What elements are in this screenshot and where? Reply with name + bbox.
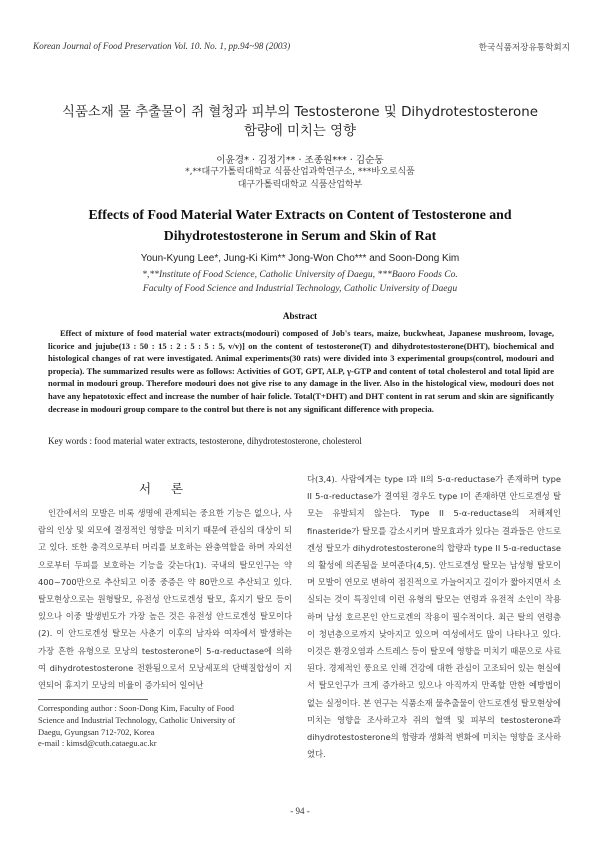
intro-left-column: 인간에서의 모발은 비록 생명에 관계되는 중요한 기능은 없으나, 사람의 인상 및 외모에 결정적인 영향을 미치기 때문에 관심의 대상이 되고 있다. 또한 충격으로부터 머리를 보호하는 완충역할을 하며 자외선으로부터 두피를 보호하는 기능을 갖는다(1). 국내의 탈모인구는 약 400~700만으로 추산되고 이중 중증은 약 80만으로 추산되고 있다. 탈모현상으로는 원형탈모, 유전성 안드로겐성 탈모, 휴지기 탈모 등이 있으나 이중 발생빈도가 가장 높은 것은 유전성 안드로겐성 탈모이다(2). 이 안드로겐성 탈모는 사춘기 이후의 남자와 여자에서 발생하는 가장 흔한 유형으로 모낭의 testosterone이 5-α-reductase에 의하여 dihydrotestosterone 전환됨으로서 모낭세포의 단백질합성이 지연되어 휴지기 모낭의 비율이 증가되어 일어난 — [38, 508, 292, 691]
english-affiliations — [0, 268, 600, 296]
page-number: - 94 - — [290, 806, 310, 816]
keywords-label: Key words : — [48, 436, 92, 446]
english-affiliation-line: Faculty of Food Science and Industrial Technology, Catholic University of Daegu — [142, 283, 458, 294]
english-authors: Youn-Kyung Lee*, Jung-Ki Kim** Jong-Won Cho*** and Soon-Dong Kim — [140, 253, 460, 264]
footnote-email: e-mail : kimsd@cuth.cataegu.ac.kr — [38, 738, 157, 749]
keywords-text: food material water extracts, testosterone, dihydrotestosterone, cholesterol — [94, 436, 362, 446]
abstract-body: Effect of mixture of food material water extracts(modouri) composed of Job's tears, maize, buckwheat, Japanese mushroom, lovage, licorice and jujube(13 : 50 : 15 : 2 : 5 : 5 : 5, v/v)] on the content of testosterone(T) and dihydrotestosterone(DHT), biochemical and histological changes of rat were investigated. Animal experiments(30 rats) were divided into 3 experimental groups(control, modouri and propecia). The summarized results were as follows: Activities of GOT, GPT, ALP, γ-GTP and content of total cholesterol and total lipid are normal in modouri group. Therefore modouri does not give rise to any damage in the liver. Also in the histological view, modouri does not have any hepatotoxic effect and increase the number of hair folicle. Total(T+DHT) and DHT content in rat serum and skin are significantly decrease in modouri group compare to the control but there is not any significant difference with propecia. — [48, 328, 554, 414]
korean-affiliations — [0, 166, 600, 192]
korean-affiliation-line: 대구가톨릭대학교 식품산업학부 — [237, 180, 363, 190]
footnote-line: Daegu, Gyungsan 712-702, Korea — [38, 726, 155, 737]
korean-authors: 이윤경* · 김정기** · 조종원*** · 김순동 — [216, 155, 384, 166]
corresponding-author-footnote — [38, 703, 292, 750]
section-heading-introduction: 서 론 — [138, 481, 192, 496]
footnote-line: Science and Industrial Technology, Catholic University of — [38, 714, 236, 725]
society-header: 한국식품저장유통학회지 — [478, 43, 570, 53]
korean-affiliation-line: *,**대구가톨릭대학교 식품산업과학연구소, ***바오로식품 — [185, 167, 415, 177]
keywords — [48, 436, 554, 446]
footnote-divider — [38, 699, 148, 700]
footnote-line: Corresponding author : Soon-Dong Kim, Faculty of Food — [38, 703, 234, 713]
journal-header: Korean Journal of Food Preservation Vol. 10. No. 1, pp.94~98 (2003) — [33, 41, 291, 51]
abstract-heading: Abstract — [282, 311, 318, 321]
intro-right-column: 다(3,4). 사람에게는 type I과 II의 5-α-reductase가 존재하며 type II 5-α-reductase가 결여된 경우도 type I이 존재하면 안드로겐성 탈모는 유발되지 않는다. Type II 5-α-reductase의 저해제인 finasteride가 탈모를 감소시키며 발모효과가 있다는 결과들은 안드로겐성 탈모가 dihydrotestosterone의 합량과 type II 5-α-reductase의 활성에 의존됨을 보여준다(4,5). 안드로겐성 탈모는 남성형 탈모이며 모발이 연모로 변하여 점진적으로 가늘어지고 길이가 짧아지면서 소실되는 것이 특징인데 이런 유형의 탈모는 연령과 유전적 소인이 작용하며 남성 호르몬인 안드로겐의 작용이 필수적이다. 최근 탈의 연령층이 청년층으로까지 낮아지고 있으며 여성에서도 많이 나타나고 있다. 이것은 환경오염과 스트레스 등이 탈모에 영향을 미치기 때문으로 사료된다. 경제적인 풍요로 인해 건강에 대한 관심이 고조되어 있는 현실에서 탈모인구가 크게 증가하고 있으나 아직까지 만족할 만한 예방법이 없는 실정이다. 본 연구는 식품소재 물추출물이 안드로겐성 탈모현상에 미치는 영향을 조사하고자 쥐의 혈액 및 피부의 testosterone과 dihydrotestosterone의 함량과 생화적 변화에 미치는 영향을 조사하였다. — [307, 474, 561, 760]
english-title: Effects of Food Material Water Extracts on Content of Testosterone and Dihydrotestosterone in Serum and Skin of Rat — [88, 207, 512, 243]
korean-title: 식품소재 물 추출물이 쥐 혈청과 피부의 Testosterone 및 Dihydrotestosterone 함량에 미치는 영향 — [62, 105, 538, 139]
english-affiliation-line: *,**Institute of Food Science, Catholic University of Daegu, ***Baoro Foods Co. — [142, 269, 458, 280]
